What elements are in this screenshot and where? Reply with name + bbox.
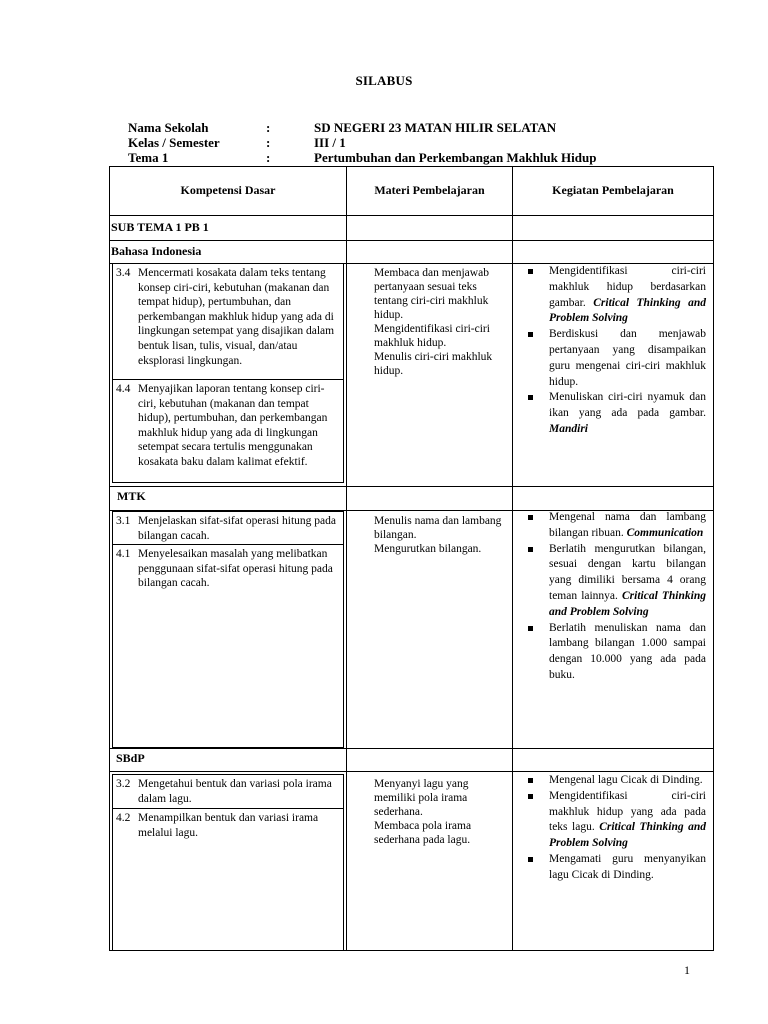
kd-text: Menyelesaikan masalah yang melibatkan penggunaan sifat-sifat operasi hitung pada bilangan cacah. — [138, 548, 333, 590]
info-colon: : — [266, 120, 271, 135]
row-divider — [109, 748, 714, 749]
column-divider — [346, 216, 347, 951]
kd-number: 3.2 — [116, 778, 131, 790]
kegiatan-emphasis: Communication — [626, 526, 704, 539]
bullet-icon — [528, 515, 533, 520]
bullet-icon — [528, 857, 533, 862]
kegiatan-text: Berdiskusi dan menjawab pertanyaan yang disampaikan guru mengenai ciri-ciri makhluk hidup. — [549, 328, 706, 388]
kegiatan-emphasis: Critical Thinking and Problem Solving — [549, 821, 707, 850]
kd-text: Mengetahui bentuk dan variasi pola irama dalam lagu. — [138, 778, 332, 805]
kd-box — [112, 774, 344, 809]
kegiatan-cell — [518, 264, 706, 438]
materi-item: Menyanyi lagu yang memiliki pola irama sederhana. — [374, 778, 469, 818]
info-colon: : — [266, 150, 271, 165]
kd-text: Menampilkan bentuk dan variasi irama melalui lagu. — [138, 812, 319, 839]
kd-box — [112, 379, 344, 483]
bullet-icon — [528, 395, 533, 400]
materi-item: Mengurutkan bilangan. — [374, 543, 482, 555]
info-label: Kelas / Semester — [128, 135, 220, 150]
kd-item — [116, 547, 339, 591]
kd-item — [116, 266, 339, 368]
kd-text: Mencermati kosakata dalam teks tentang konsep ciri-ciri, kebutuhan (makanan dan tempat hidup), pertumbuhan, dan perkembangan makhluk hidup yang ada di lingkungan setempat yang disajikan dalam bentuk lisan, tulis, visual, dan/atau eksplorasi lingkungan. — [138, 267, 335, 367]
kegiatan-text: Mengenal lagu Cicak di Dinding. — [549, 774, 703, 786]
kegiatan-item — [518, 390, 706, 437]
header-kegiatan-pembelajaran: Kegiatan Pembelajaran — [552, 183, 674, 197]
materi-cell — [374, 514, 510, 556]
kegiatan-item — [518, 327, 706, 390]
bullet-icon — [528, 547, 533, 552]
materi-item: Menulis nama dan lambang bilangan. — [374, 515, 502, 541]
row-divider — [109, 771, 714, 772]
bullet-icon — [528, 778, 533, 783]
subject-title-mtk: MTK — [117, 489, 146, 503]
kegiatan-item — [518, 621, 706, 684]
kd-box — [112, 808, 344, 951]
kegiatan-item — [518, 542, 706, 621]
kegiatan-text: Mengenal nama dan lambang bilangan ribuan. — [549, 511, 706, 539]
kd-item — [116, 514, 339, 543]
info-colon: : — [266, 135, 271, 150]
subject-title-bahasa-indonesia: Bahasa Indonesia — [111, 244, 202, 258]
info-label: Nama Sekolah — [128, 120, 209, 135]
kegiatan-text: Menuliskan ciri-ciri nyamuk dan ikan yang ada pada gambar. — [549, 391, 706, 420]
materi-cell — [374, 266, 509, 378]
kd-box — [112, 263, 344, 380]
bullet-icon — [528, 269, 533, 274]
info-value: SD NEGERI 23 MATAN HILIR SELATAN — [314, 120, 557, 135]
kd-number: 3.4 — [116, 267, 131, 279]
kd-number: 4.1 — [116, 548, 131, 560]
kegiatan-text: Mengidentifikasi ciri-ciri makhluk hidup yang ada pada teks lagu. — [549, 789, 706, 834]
kegiatan-emphasis: Critical Thinking and Problem Solving — [549, 296, 707, 325]
kegiatan-item — [518, 264, 706, 327]
kd-text: Menyajikan laporan tentang konsep ciri-ciri, kebutuhan (makanan dan tempat hidup), pertumbuhan, dan perkembangan makhluk hidup yang ada di lingkungan setempat secara tertulis menggunakan kosakata baku dalam kalimat efektif. — [138, 383, 328, 468]
info-value: III / 1 — [314, 135, 346, 150]
kegiatan-emphasis: Mandiri — [549, 422, 588, 435]
materi-cell — [374, 777, 504, 847]
kd-item — [116, 777, 339, 806]
column-divider — [512, 216, 513, 951]
row-divider — [109, 486, 714, 487]
kegiatan-item — [518, 510, 706, 542]
kegiatan-item — [518, 789, 706, 852]
kegiatan-cell — [518, 773, 706, 884]
kd-item — [116, 811, 339, 840]
kd-box — [112, 511, 344, 545]
kegiatan-cell — [518, 510, 706, 684]
kegiatan-text: Berlatih menuliskan nama dan lambang bilangan 1.000 sampai dengan 10.000 yang ada pada buku. — [549, 621, 706, 681]
header-materi-pembelajaran: Materi Pembelajaran — [374, 183, 485, 197]
kegiatan-text: Mengidentifikasi ciri-ciri makhluk hidup berdasarkan gambar. — [549, 265, 706, 309]
bullet-icon — [528, 626, 533, 631]
page-title: SILABUS — [355, 73, 413, 88]
kd-number: 4.2 — [116, 812, 131, 824]
materi-item: Menulis ciri-ciri makhluk hidup. — [374, 351, 493, 377]
subtema-label: SUB TEMA 1 PB 1 — [111, 220, 209, 234]
bullet-icon — [528, 794, 533, 799]
row-divider — [109, 215, 714, 216]
row-divider — [109, 240, 714, 241]
kegiatan-emphasis: Critical Thinking and Problem Solving — [549, 589, 706, 618]
page-number: 1 — [684, 963, 690, 977]
info-label: Tema 1 — [128, 150, 169, 165]
kd-number: 3.1 — [116, 515, 131, 527]
kegiatan-item — [518, 773, 706, 789]
kd-box — [112, 544, 344, 748]
kd-number: 4.4 — [116, 383, 131, 395]
kegiatan-item — [518, 852, 706, 884]
kd-text: Menjelaskan sifat-sifat operasi hitung pada bilangan cacah. — [138, 515, 336, 542]
materi-item: Mengidentifikasi ciri-ciri makhluk hidup. — [374, 323, 490, 349]
subject-title-sbdp: SBdP — [116, 751, 145, 765]
kd-item — [116, 382, 339, 470]
header-kompetensi-dasar: Kompetensi Dasar — [180, 183, 276, 197]
bullet-icon — [528, 332, 533, 337]
kegiatan-text: Mengamati guru menyanyikan lagu Cicak di Dinding. — [549, 852, 706, 881]
materi-item: Membaca pola irama sederhana pada lagu. — [374, 820, 472, 846]
materi-item: Membaca dan menjawab pertanyaan sesuai teks tentang ciri-ciri makhluk hidup. — [374, 267, 489, 321]
info-value: Pertumbuhan dan Perkembangan Makhluk Hidup — [314, 150, 597, 165]
kegiatan-text: Berlatih mengurutkan bilangan, sesuai dengan kartu bilangan yang dimiliki bersama 4 orang teman lainnya. — [549, 542, 706, 602]
